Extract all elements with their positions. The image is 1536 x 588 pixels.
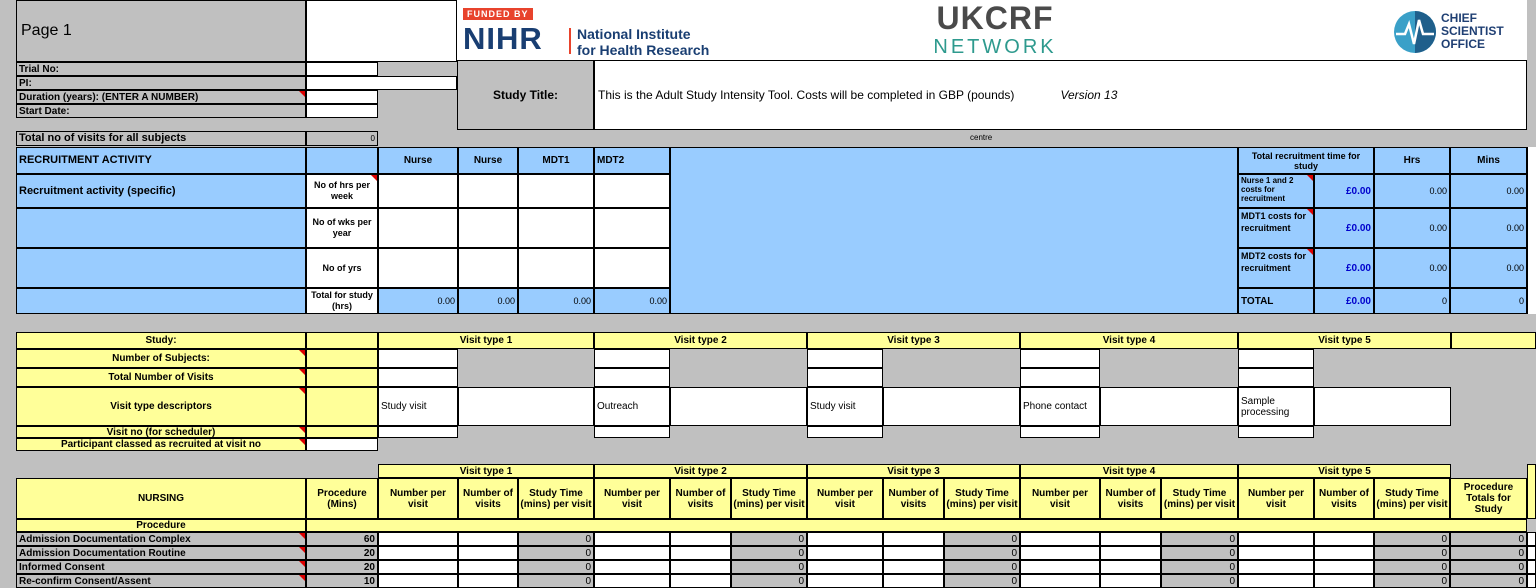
- duration-label: Duration (years): (ENTER A NUMBER): [16, 90, 306, 104]
- vt5-number-per-visit-input[interactable]: [1238, 532, 1314, 546]
- vt5-number-of-visits: Number of visits: [1314, 478, 1374, 519]
- procedure-mins: 20: [306, 546, 378, 560]
- recruit-time-row-nurse: Nurse 1 and 2 costs for recruitment: [1238, 174, 1314, 208]
- vt3-descriptor-input[interactable]: Study visit: [807, 387, 883, 426]
- vt2-number-of-visits-input[interactable]: [670, 532, 731, 546]
- recruit-blue-area: [670, 147, 1238, 314]
- vt4-subjects-input[interactable]: [1020, 349, 1100, 368]
- vt3-number-of-visits-input[interactable]: [883, 546, 944, 560]
- vt3-study-time-value: 0: [944, 546, 1020, 560]
- visit-type-1-header: Visit type 1: [378, 332, 594, 349]
- vt4-total-visits-input[interactable]: [1020, 368, 1100, 387]
- vt4-study-time-value: 0: [1161, 532, 1238, 546]
- visit-type-5-header: Visit type 5: [1238, 332, 1451, 349]
- vt5-visit-no-input[interactable]: [1238, 426, 1314, 438]
- procedure-mins: 60: [306, 532, 378, 546]
- row-edge: [1527, 560, 1536, 574]
- vt4-number-per-visit: Number per visit: [1020, 478, 1100, 519]
- number-of-subjects-label: Number of Subjects:: [16, 349, 306, 368]
- vt3-number-of-visits: Number of visits: [883, 478, 944, 519]
- vt2-number-per-visit-input[interactable]: [594, 546, 670, 560]
- nursing-vt1-header: Visit type 1: [378, 464, 594, 478]
- nursing-vt4-header: Visit type 4: [1020, 464, 1238, 478]
- vt4-study-time-value: 0: [1161, 546, 1238, 560]
- vt2-subjects-input[interactable]: [594, 349, 670, 368]
- vt3-study-time-value: 0: [944, 560, 1020, 574]
- vt2-number-of-visits-input[interactable]: [670, 546, 731, 560]
- recruit-col-mdt2: MDT2: [594, 147, 670, 174]
- vt4-number-of-visits-input[interactable]: [1100, 546, 1161, 560]
- recruit-blank-row2: [16, 208, 306, 248]
- procedure-mins-header: Procedure (Mins): [306, 478, 378, 519]
- total-nurse2: 0.00: [458, 288, 518, 314]
- procedure-total-value: 0: [1450, 532, 1527, 546]
- procedure-mins: 20: [306, 560, 378, 574]
- vt3-study-time-value: 0: [944, 574, 1020, 588]
- vt2-number-of-visits: Number of visits: [670, 478, 731, 519]
- vt2-study-time-value: 0: [731, 574, 807, 588]
- study-blank: [306, 332, 378, 349]
- vt4-number-per-visit-input[interactable]: [1020, 546, 1100, 560]
- vt5-total-visits-input[interactable]: [1238, 368, 1314, 387]
- vt1-study-time-value: 0: [518, 532, 594, 546]
- vt1-number-per-visit-input[interactable]: [378, 546, 458, 560]
- procedure-name: Re-confirm Consent/Assent: [16, 574, 306, 588]
- cso-line3: OFFICE: [1441, 37, 1485, 51]
- vt5-number-per-visit: Number per visit: [1238, 478, 1314, 519]
- visit-no-blank: [306, 426, 378, 438]
- wks-per-year-label: No of wks per year: [306, 208, 378, 248]
- wks-per-year-nurse1[interactable]: [378, 208, 458, 248]
- cso-emblem-icon: [1393, 10, 1437, 54]
- recruit-time-hrs-nurse: 0.00: [1374, 174, 1450, 208]
- vt1-study-time-value: 0: [518, 546, 594, 560]
- recruitment-title: RECRUITMENT ACTIVITY: [16, 147, 306, 174]
- page-label: Page 1: [21, 22, 72, 39]
- recruit-time-header: Total recruitment time for study: [1238, 147, 1374, 174]
- nihr-logo: [461, 6, 711, 58]
- recruit-time-hrs-mdt1: 0.00: [1374, 208, 1450, 248]
- procedure-name: Admission Documentation Complex: [16, 532, 306, 546]
- recruit-time-hrs-total: 0: [1374, 288, 1450, 314]
- vt2-study-time: Study Time (mins) per visit: [731, 478, 807, 519]
- hrs-per-week-mdt2[interactable]: [594, 174, 670, 208]
- vt3-number-per-visit-input[interactable]: [807, 532, 883, 546]
- start-date-label: Start Date:: [16, 104, 306, 118]
- vt1-study-time: Study Time (mins) per visit: [518, 478, 594, 519]
- recruitment-blank: [306, 147, 378, 174]
- vt4-study-time-value: 0: [1161, 574, 1238, 588]
- vt5-number-of-visits-input[interactable]: [1314, 560, 1374, 574]
- vt1-number-per-visit-input[interactable]: [378, 532, 458, 546]
- no-of-yrs-label: No of yrs: [306, 248, 378, 288]
- page-label-cell[interactable]: [16, 0, 306, 62]
- vt1-descriptor-input[interactable]: Study visit: [378, 387, 458, 426]
- vt4-descriptor-ext[interactable]: [1100, 387, 1238, 426]
- cso-line1: CHIEF: [1441, 11, 1477, 25]
- start-date-input[interactable]: [306, 104, 378, 118]
- trial-no-label: Trial No:: [16, 62, 306, 76]
- total-visits-value: 0: [306, 131, 378, 146]
- visit-no-scheduler-label: Visit no (for scheduler): [16, 426, 306, 438]
- vt1-number-per-visit-input[interactable]: [378, 560, 458, 574]
- vt1-total-visits-input[interactable]: [378, 368, 458, 387]
- recruitment-specific-label: Recruitment activity (specific): [16, 174, 306, 208]
- procedure-total-value: 0: [1450, 546, 1527, 560]
- procedure-total-value: 0: [1450, 574, 1527, 588]
- vt2-study-time-value: 0: [731, 532, 807, 546]
- hrs-per-week-mdt1[interactable]: [518, 174, 594, 208]
- recruit-time-hrs-mdt2: 0.00: [1374, 248, 1450, 288]
- descriptors-blank: [306, 387, 378, 426]
- vt1-study-time-value: 0: [518, 574, 594, 588]
- cso-line2: SCIENTIST: [1441, 24, 1504, 38]
- recruit-time-hrs-header: Hrs: [1374, 147, 1450, 174]
- wks-per-year-nurse2[interactable]: [458, 208, 518, 248]
- recruit-time-mins-header: Mins: [1450, 147, 1527, 174]
- centre-label: centre: [970, 133, 993, 142]
- duration-input[interactable]: [306, 90, 378, 104]
- vt2-visit-no-input[interactable]: [594, 426, 670, 438]
- pi-input[interactable]: [306, 76, 457, 90]
- vt3-number-of-visits-input[interactable]: [883, 532, 944, 546]
- vt3-visit-no-input[interactable]: [807, 426, 883, 438]
- vt2-study-time-value: 0: [731, 560, 807, 574]
- vt2-number-per-visit-input[interactable]: [594, 560, 670, 574]
- vt1-number-of-visits: Number of visits: [458, 478, 518, 519]
- vt4-study-time: Study Time (mins) per visit: [1161, 478, 1238, 519]
- recruit-time-mins-mdt1: 0.00: [1450, 208, 1527, 248]
- procedure-subheader-row: [306, 519, 1527, 532]
- recruit-time-mins-mdt2: 0.00: [1450, 248, 1527, 288]
- funded-by-badge: FUNDED BY: [463, 8, 533, 20]
- visit-type-3-header: Visit type 3: [807, 332, 1020, 349]
- vt2-number-per-visit-input[interactable]: [594, 532, 670, 546]
- visit-descriptors-label: Visit type descriptors: [16, 387, 306, 426]
- no-of-yrs-nurse1[interactable]: [378, 248, 458, 288]
- total-visits-blank: [306, 368, 378, 387]
- recruit-col-nurse2: Nurse: [458, 147, 518, 174]
- nursing-title: NURSING: [16, 478, 306, 519]
- vt1-subjects-input[interactable]: [378, 349, 458, 368]
- vt1-visit-no-input[interactable]: [378, 426, 458, 438]
- recruit-col-nurse1: Nurse: [378, 147, 458, 174]
- visit-type-2-header: Visit type 2: [594, 332, 807, 349]
- vt1-study-time-value: 0: [518, 560, 594, 574]
- procedure-totals-header: Procedure Totals for Study: [1450, 478, 1527, 519]
- vt5-subjects-input[interactable]: [1238, 349, 1314, 368]
- nursing-vt3-header: Visit type 3: [807, 464, 1020, 478]
- version-label: Version 13: [1060, 87, 1118, 102]
- hrs-per-week-nurse1[interactable]: [378, 174, 458, 208]
- recruit-time-row-mdt1: MDT1 costs for recruitment: [1238, 208, 1314, 248]
- nihr-divider: [569, 28, 571, 54]
- procedure-total-value: 0: [1450, 560, 1527, 574]
- recruit-time-row-mdt2: MDT2 costs for recruitment: [1238, 248, 1314, 288]
- vt5-study-time-value: 0: [1374, 546, 1450, 560]
- vt4-number-of-visits-input[interactable]: [1100, 560, 1161, 574]
- no-of-yrs-nurse2[interactable]: [458, 248, 518, 288]
- vt4-number-of-visits: Number of visits: [1100, 478, 1161, 519]
- no-of-yrs-mdt2[interactable]: [594, 248, 670, 288]
- recruit-time-mins-total: 0: [1450, 288, 1527, 314]
- wks-per-year-mdt1[interactable]: [518, 208, 594, 248]
- study-title-text: This is the Adult Study Intensity Tool. Costs will be completed in GBP (pounds): [598, 87, 1015, 102]
- vt2-descriptor-input[interactable]: Outreach: [594, 387, 670, 426]
- vt5-number-of-visits-input[interactable]: [1314, 546, 1374, 560]
- vt3-number-per-visit-input[interactable]: [807, 546, 883, 560]
- vt5-descriptor-input[interactable]: Sample processing: [1238, 387, 1314, 426]
- vt1-number-of-visits-input[interactable]: [458, 532, 518, 546]
- recruit-time-cost-mdt1: £0.00: [1314, 208, 1374, 248]
- recruit-blank-row4: [16, 288, 306, 314]
- total-number-visits-label: Total Number of Visits: [16, 368, 306, 387]
- total-visits-label: Total no of visits for all subjects: [16, 131, 306, 146]
- vt5-number-per-visit-input[interactable]: [1238, 546, 1314, 560]
- procedure-mins: 10: [306, 574, 378, 588]
- vt2-number-per-visit: Number per visit: [594, 478, 670, 519]
- vt4-visit-no-input[interactable]: [1020, 426, 1100, 438]
- wks-per-year-mdt2[interactable]: [594, 208, 670, 248]
- recruit-time-cost-mdt2: £0.00: [1314, 248, 1374, 288]
- total-nurse1: 0.00: [378, 288, 458, 314]
- row-edge: [1527, 546, 1536, 560]
- vt3-study-time: Study Time (mins) per visit: [944, 478, 1020, 519]
- vt2-total-visits-input[interactable]: [594, 368, 670, 387]
- procedure-name: Informed Consent: [16, 560, 306, 574]
- nursing-vt2-header: Visit type 2: [594, 464, 807, 478]
- vt3-descriptor-ext[interactable]: [883, 387, 1020, 426]
- vt2-descriptor-ext[interactable]: [670, 387, 807, 426]
- vt5-study-time-value: 0: [1374, 532, 1450, 546]
- vt3-study-time-value: 0: [944, 532, 1020, 546]
- vt4-descriptor-input[interactable]: Phone contact: [1020, 387, 1100, 426]
- hrs-per-week-label: No of hrs per week: [306, 174, 378, 208]
- total-mdt1: 0.00: [518, 288, 594, 314]
- total-for-study-label: Total for study (hrs): [306, 288, 378, 314]
- vt4-number-per-visit-input[interactable]: [1020, 532, 1100, 546]
- recruit-time-row-total: TOTAL: [1238, 288, 1314, 314]
- no-of-yrs-mdt1[interactable]: [518, 248, 594, 288]
- study-title-field[interactable]: [594, 60, 1527, 130]
- visit-type-4-header: Visit type 4: [1020, 332, 1238, 349]
- vt5-number-of-visits-input[interactable]: [1314, 532, 1374, 546]
- vt5-study-time: Study Time (mins) per visit: [1374, 478, 1450, 519]
- vt2-number-of-visits-input[interactable]: [670, 560, 731, 574]
- nihr-mark: NIHR: [463, 21, 543, 56]
- nursing-vt5-header: Visit type 5: [1238, 464, 1451, 478]
- vt4-number-of-visits-input[interactable]: [1100, 532, 1161, 546]
- recruit-time-cost-total: £0.00: [1314, 288, 1374, 314]
- participant-recruited-label: Participant classed as recruited at visit no: [16, 438, 306, 451]
- vt5-study-time-value: 0: [1374, 574, 1450, 588]
- procedure-name: Admission Documentation Routine: [16, 546, 306, 560]
- vt1-descriptor-ext[interactable]: [458, 387, 594, 426]
- vt3-number-of-visits-input[interactable]: [883, 560, 944, 574]
- hrs-per-week-nurse2[interactable]: [458, 174, 518, 208]
- vt3-number-per-visit: Number per visit: [807, 478, 883, 519]
- vt1-number-of-visits-input[interactable]: [458, 546, 518, 560]
- vt1-number-of-visits-input[interactable]: [458, 560, 518, 574]
- vt5-descriptor-ext[interactable]: [1314, 387, 1451, 426]
- trial-no-input[interactable]: [306, 62, 378, 76]
- blank-header-cell[interactable]: [306, 0, 457, 62]
- recruit-time-mins-nurse: 0.00: [1450, 174, 1527, 208]
- visit-type-6-header: [1451, 332, 1536, 349]
- row-edge: [1527, 532, 1536, 546]
- logo-banner: [457, 0, 1527, 60]
- nihr-name-line2: for Health Research: [577, 42, 710, 58]
- procedure-subheader: Procedure: [16, 519, 306, 532]
- right-edge-strip: [1527, 147, 1536, 314]
- recruit-time-cost-nurse: £0.00: [1314, 174, 1374, 208]
- study-title-label: Study Title:: [457, 60, 594, 130]
- study-label: Study:: [16, 332, 306, 349]
- subjects-blank: [306, 349, 378, 368]
- vt3-number-per-visit-input[interactable]: [807, 560, 883, 574]
- vt3-total-visits-input[interactable]: [807, 368, 883, 387]
- nursing-edge: [1527, 464, 1536, 519]
- vt5-study-time-value: 0: [1374, 560, 1450, 574]
- recruit-col-mdt1: MDT1: [518, 147, 594, 174]
- ukcrf-logo-bottom: NETWORK: [933, 36, 1057, 58]
- vt3-subjects-input[interactable]: [807, 349, 883, 368]
- vt2-study-time-value: 0: [731, 546, 807, 560]
- vt5-number-per-visit-input[interactable]: [1238, 560, 1314, 574]
- vt4-study-time-value: 0: [1161, 560, 1238, 574]
- recruit-blank-row3: [16, 248, 306, 288]
- pi-label: PI:: [16, 76, 306, 90]
- vt4-number-per-visit-input[interactable]: [1020, 560, 1100, 574]
- vt1-number-per-visit: Number per visit: [378, 478, 458, 519]
- total-mdt2: 0.00: [594, 288, 670, 314]
- participant-recruited-input[interactable]: [306, 438, 378, 451]
- cso-logo: [1393, 10, 1504, 54]
- ukcrf-logo-top: UKCRF: [936, 0, 1054, 36]
- nihr-name-line1: National Institute: [577, 26, 691, 42]
